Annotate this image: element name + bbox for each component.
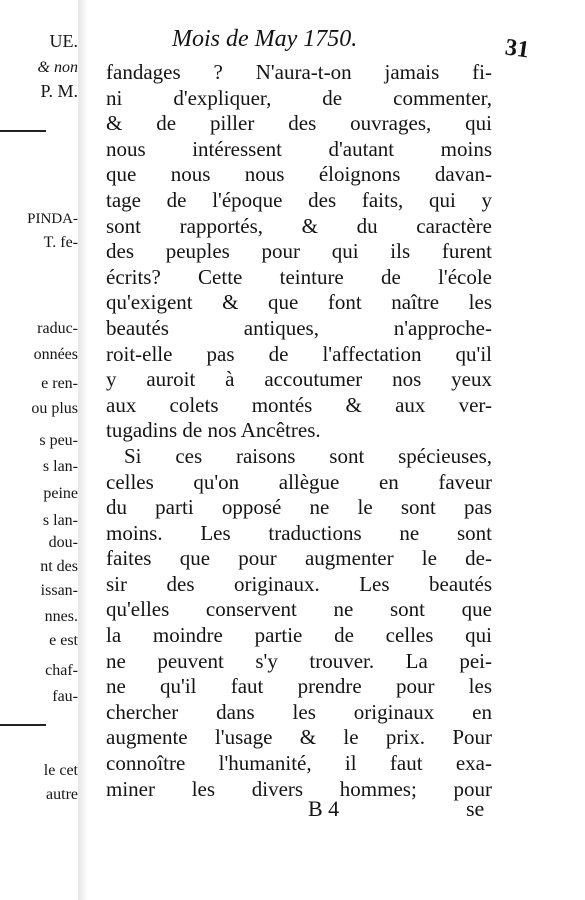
text-line: connoître l'humanité, il faut exa- — [106, 751, 492, 776]
margin-fragment: chaf- — [45, 662, 78, 679]
margin-fragment: le cet — [43, 762, 78, 779]
text-line: ne qu'il faut prendre pour les — [106, 674, 492, 699]
text-line: tage de l'époque des faits, qui y — [106, 187, 492, 212]
margin-fragment: nnes. — [44, 608, 78, 625]
text-line: moins. Les traductions ne sont — [106, 520, 492, 545]
margin-rule — [0, 724, 46, 726]
text-line: & de piller des ouvrages, qui — [106, 111, 492, 136]
facing-page-margin — [0, 0, 80, 900]
margin-fragment: & non — [37, 59, 78, 76]
text-line: faites que pour augmenter le de- — [106, 546, 492, 571]
text-line: aux colets montés & aux ver- — [106, 392, 492, 417]
margin-fragment: T. fe- — [43, 234, 78, 251]
margin-fragment: ou plus — [31, 400, 78, 417]
margin-fragment: nt des — [40, 558, 78, 575]
running-head: Mois de May 1750. — [172, 26, 358, 52]
catchword: se — [466, 796, 485, 821]
margin-fragment: fau- — [52, 688, 78, 705]
text-line: que nous nous éloignons davan- — [106, 162, 492, 187]
text-line: sont rapportés, & du caractère — [106, 213, 492, 238]
margin-fragment: UE. — [49, 31, 78, 51]
text-line: augmente l'usage & le prix. Pour — [106, 725, 492, 750]
margin-rule — [0, 130, 46, 132]
text-line: nous intéressent d'autant moins — [106, 136, 492, 161]
margin-fragment: e ren- — [41, 375, 78, 392]
text-line: y auroit à accoutumer nos yeux — [106, 367, 492, 392]
text-line: fandages ? N'aura-t-on jamais fi- — [106, 60, 492, 84]
text-line: celles qu'on allègue en faveur — [106, 469, 492, 494]
text-line: chercher dans les originaux en — [106, 699, 492, 724]
signature-mark: B 4 — [308, 796, 340, 821]
margin-fragment: s lan- — [42, 458, 78, 475]
margin-fragment: raduc- — [37, 320, 78, 337]
body-text — [106, 60, 492, 802]
text-line: du parti opposé ne le sont pas — [106, 495, 492, 520]
text-line: la moindre partie de celles qui — [106, 623, 492, 648]
margin-fragment: s lan- — [42, 512, 78, 529]
margin-fragment: s peu- — [39, 432, 78, 449]
text-line: des peuples pour qui ils furent — [106, 239, 492, 264]
margin-fragment: peine — [43, 485, 78, 502]
margin-fragment: e est — [49, 632, 78, 649]
margin-fragment: issan- — [40, 582, 78, 599]
text-line: qu'exigent & que font naître les — [106, 290, 492, 315]
text-line: roit-elle pas de l'affectation qu'il — [106, 341, 492, 366]
text-line: Si ces raisons sont spécieuses, — [124, 443, 492, 468]
text-line: tugadins de nos Ancêtres. — [106, 418, 321, 443]
text-line: beautés antiques, n'approche- — [106, 315, 492, 340]
margin-fragment: PINDA- — [27, 211, 78, 227]
book-spine-shadow — [78, 0, 88, 900]
page-number: 31 — [503, 34, 531, 64]
text-line: écrits? Cette teinture de l'école — [106, 264, 492, 289]
text-line: miner les divers hommes; pour — [106, 776, 492, 801]
margin-fragment: P. M. — [40, 81, 78, 101]
margin-fragment: autre — [46, 786, 78, 803]
text-line: sir des originaux. Les beautés — [106, 571, 492, 596]
margin-fragment: dou- — [48, 534, 78, 551]
text-line: qu'elles conservent ne sont que — [106, 597, 492, 622]
margin-fragment: onnées — [33, 346, 78, 363]
text-line: ne peuvent s'y trouver. La pei- — [106, 648, 492, 673]
text-line: ni d'expliquer, de commenter, — [106, 85, 492, 110]
